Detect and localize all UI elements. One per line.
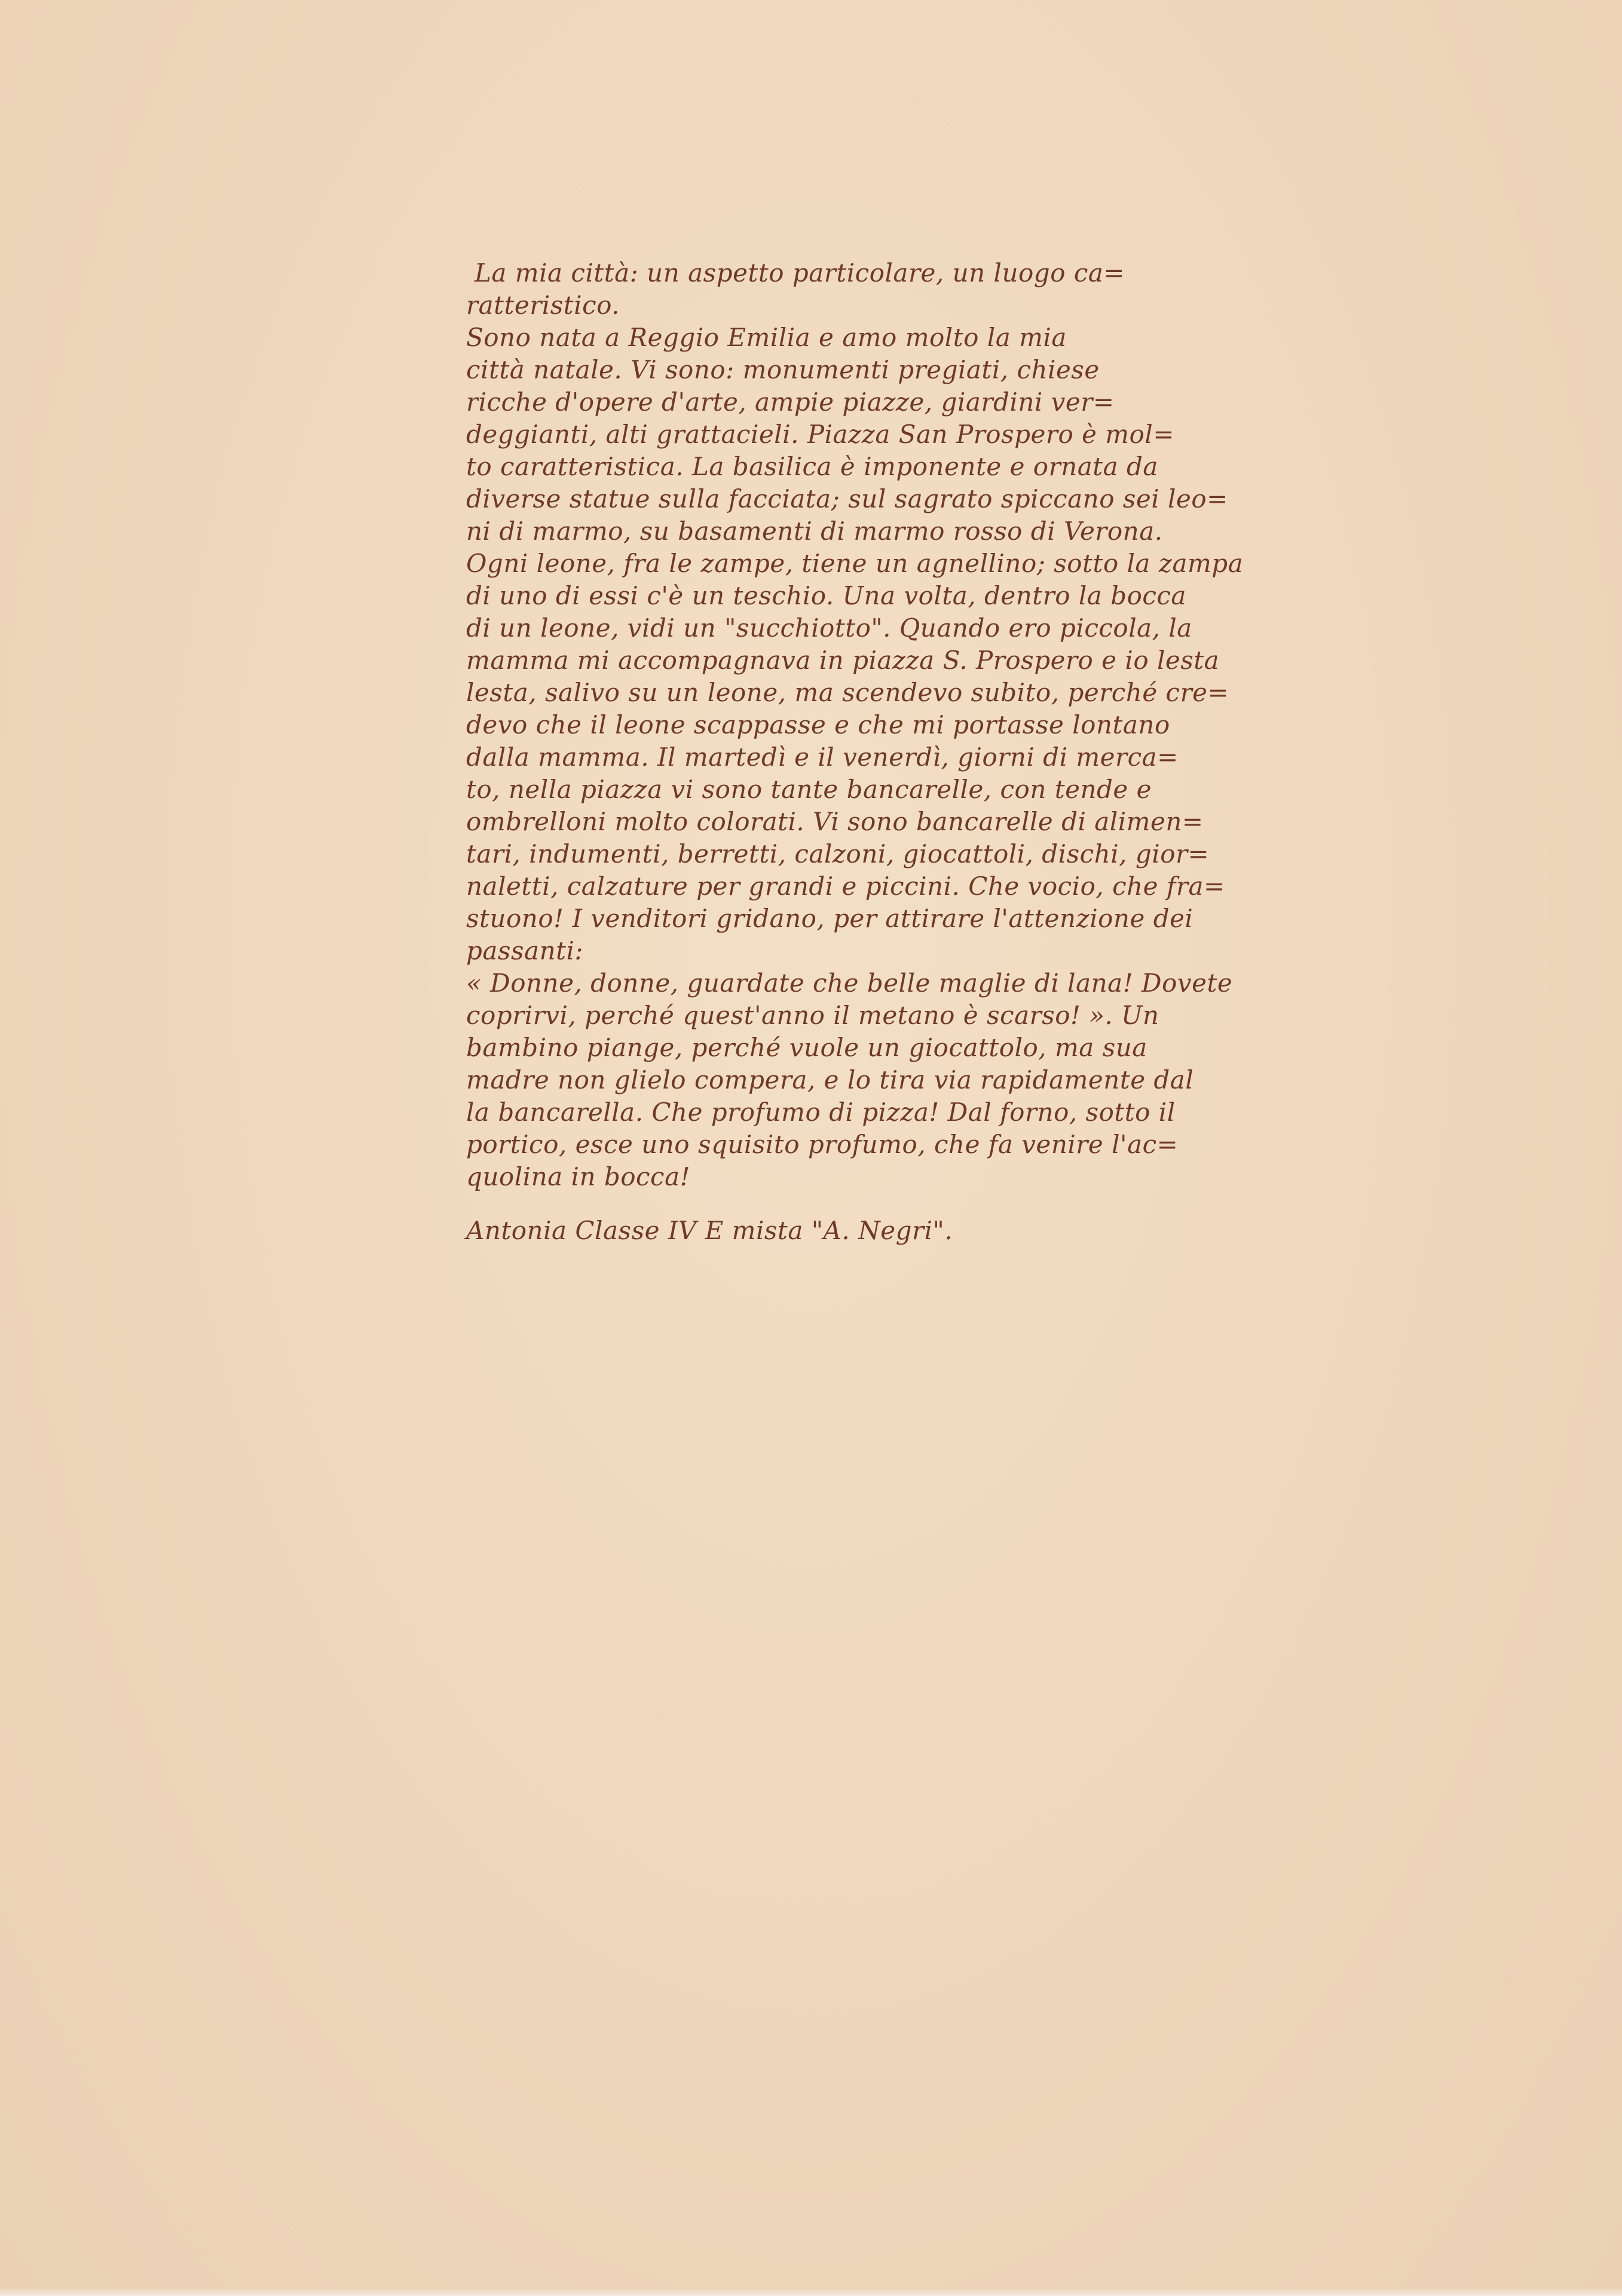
- body-line: « Donne, donne, guardate che belle maglie di lana! Dovete: [466, 968, 1233, 998]
- body-line: di uno di essi c'è un teschio. Una volta, dentro la bocca: [466, 581, 1186, 610]
- body-line: di un leone, vidi un "succhiotto". Quando ero piccola, la: [466, 613, 1192, 643]
- body-line: portico, esce uno squisito profumo, che fa venire l'ac=: [466, 1130, 1179, 1159]
- body-line: diverse statue sulla facciata; sul sagrato spiccano sei leo=: [466, 484, 1228, 513]
- title-line: La mia città: un aspetto particolare, un luogo ca=: [475, 258, 1125, 288]
- body-line: devo che il leone scappasse e che mi portasse lontano: [466, 710, 1170, 739]
- body-line: città natale. Vi sono: monumenti pregiati, chiese: [466, 355, 1100, 384]
- signature: Antonia Classe IV E mista "A. Negri".: [466, 1216, 953, 1245]
- body-line: quolina in bocca!: [466, 1162, 690, 1191]
- body-line: deggianti, alti grattacieli. Piazza San Prospero è mol=: [466, 420, 1175, 449]
- body-line: tari, indumenti, berretti, calzoni, giocattoli, dischi, gior=: [466, 839, 1210, 869]
- body-line: ombrelloni molto colorati. Vi sono bancarelle di alimen=: [466, 807, 1204, 836]
- body-line: Ogni leone, fra le zampe, tiene un agnellino; sotto la zampa: [466, 549, 1244, 578]
- body-line: ricche d'opere d'arte, ampie piazze, giardini ver=: [466, 387, 1115, 417]
- paper-bottom-edge: [0, 2288, 1622, 2296]
- body-line: ni di marmo, su basamenti di marmo rosso di Verona.: [466, 516, 1163, 546]
- body-line: mamma mi accompagnava in piazza S. Prospero e io lesta: [466, 646, 1220, 675]
- body-line: la bancarella. Che profumo di pizza! Dal forno, sotto il: [466, 1097, 1176, 1127]
- body-line: dalla mamma. Il martedì e il venerdì, giorni di merca=: [466, 742, 1179, 772]
- body-line: to, nella piazza vi sono tante bancarelle, con tende e: [466, 775, 1152, 804]
- body-line: lesta, salivo su un leone, ma scendevo subito, perché cre=: [466, 678, 1229, 707]
- body-line: coprirvi, perché quest'anno il metano è scarso! ». Un: [466, 1001, 1159, 1030]
- body-line: bambino piange, perché vuole un giocattolo, ma sua: [466, 1033, 1147, 1062]
- body-line: naletti, calzature per grandi e piccini. Che vocio, che fra=: [466, 872, 1225, 901]
- body-line: passanti:: [466, 936, 584, 965]
- body-line: stuono! I venditori gridano, per attirare l'attenzione dei: [466, 904, 1193, 933]
- body-line: Sono nata a Reggio Emilia e amo molto la mia: [466, 323, 1067, 352]
- body-line: to caratteristica. La basilica è imponente e ornata da: [466, 452, 1158, 481]
- body-line: madre non glielo compera, e lo tira via rapidamente dal: [466, 1065, 1194, 1095]
- title-line: ratteristico.: [466, 291, 620, 320]
- handwritten-text: [466, 257, 1244, 1247]
